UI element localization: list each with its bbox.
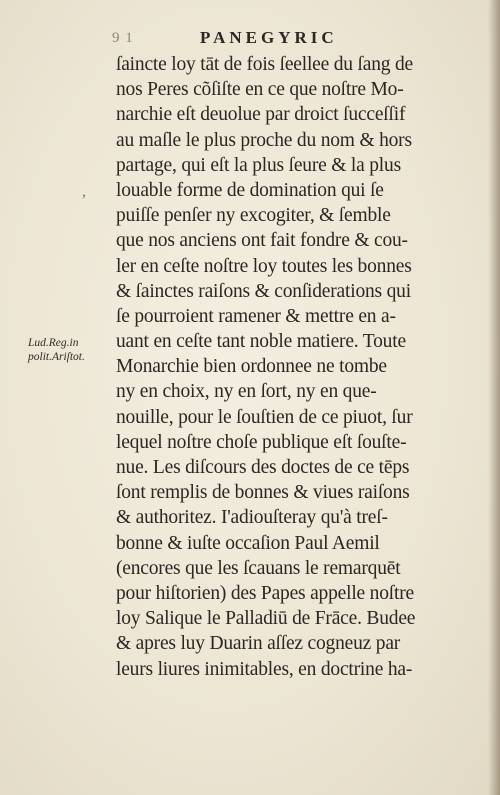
running-head: PANEGYRIC (200, 28, 338, 47)
margin-note (28, 336, 112, 364)
text-line: & ſainctes raiſons & conſiderations qui (116, 280, 411, 302)
text-line: leurs liures inimitables, en doctrine ha- (116, 658, 413, 680)
page-edge-shadow (488, 0, 500, 795)
folio-number: 9 1 (112, 30, 134, 46)
text-line: pour hiſtorien) des Papes appelle noſtre (116, 582, 414, 604)
text-line: (encores que les ſcauans le remarquēt (116, 557, 401, 579)
text-line: Monarchie bien ordonnee ne tombe (116, 356, 387, 378)
pencil-mark: , (82, 183, 86, 200)
text-line: & apres luy Duarin aſſez cogneuz par (116, 633, 401, 655)
text-line: ſont remplis de bonnes & viues raiſons (116, 482, 410, 504)
text-line: louable forme de domination qui ſe (116, 179, 384, 201)
text-line: ſaincte loy tāt de fois ſeellee du ſang de (116, 54, 413, 75)
text-line: uant en ceſte tant noble matiere. Toute (116, 331, 406, 353)
text-line: lequel noſtre choſe publique eſt ſouſte- (116, 431, 407, 453)
body-text (116, 52, 468, 682)
text-line: & authoritez. I'adiouſteray qu'à treſ- (116, 507, 388, 529)
text-line: puiſſe penſer ny excogiter, & ſemble (116, 205, 391, 227)
page-header (108, 26, 448, 52)
text-line: ſe pourroient ramener & mettre en a- (116, 305, 396, 327)
text-line: nue. Les diſcours des doctes de ce tēps (116, 457, 410, 478)
text-line: que nos anciens ont fait fondre & cou- (116, 230, 408, 252)
text-line: ler en ceſte noſtre loy toutes les bonnes (116, 255, 412, 277)
text-line: au maſle le plus proche du nom & hors (116, 129, 412, 151)
margin-note-line: Lud.Reg.in (28, 337, 79, 349)
text-line: nos Peres cõſiſte en ce que noſtre Mo- (116, 79, 404, 101)
text-line: nouille, pour le ſouſtien de ce piuot, ſur (116, 406, 413, 428)
text-line: ny en choix, ny en ſort, ny en que- (116, 381, 377, 403)
margin-note-line: polit.Ariſtot. (28, 351, 85, 363)
text-line: loy Salique le Palladiū de Frāce. Budee (116, 608, 416, 630)
text-line: bonne & iuſte occaſion Paul Aemil (116, 532, 380, 554)
text-line: partage, qui eſt la plus ſeure & la plus (116, 154, 401, 176)
text-line: narchie eſt deuolue par droict ſucceſſif (116, 104, 406, 126)
